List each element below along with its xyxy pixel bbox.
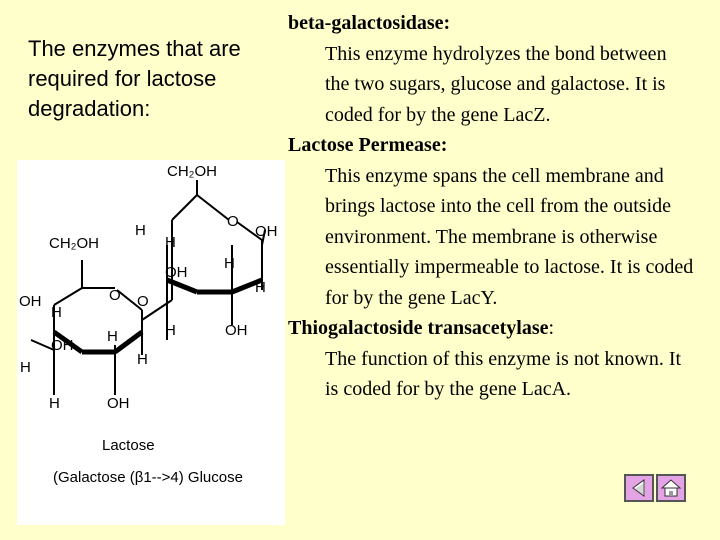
label-h: H [107, 328, 118, 345]
label-h: H [51, 304, 62, 321]
label-o-bridge: O [137, 293, 149, 310]
label-h: H [255, 279, 266, 296]
enzyme-description-beta-galactosidase: This enzyme hydrolyzes the bond between the two sugars, glucose and galactose. It is coded for by the gene LacZ. [325, 42, 667, 126]
title-line-3: degradation: [28, 96, 151, 121]
home-icon [660, 478, 682, 498]
label-oh: OH [255, 223, 278, 240]
label-oh: OH [51, 337, 74, 354]
back-button[interactable] [624, 474, 654, 502]
home-button[interactable] [656, 474, 686, 502]
label-oh: OH [19, 293, 42, 310]
label-h: H [137, 351, 148, 368]
label-ch2oh-top: CH₂OH [167, 163, 217, 180]
back-arrow-icon [628, 478, 650, 498]
bond [54, 288, 82, 305]
label-oh: OH [225, 322, 248, 339]
title-line-1: The enzymes that are [28, 36, 241, 61]
diagram-subcaption: (Galactose (β1-->4) Glucose [53, 469, 243, 486]
label-h: H [49, 395, 60, 412]
enzyme-description-transacetylase: The function of this enzyme is not known. It is coded for by the gene LacA. [325, 347, 682, 400]
label-h: H [135, 222, 146, 239]
enzyme-heading-beta-galactosidase: beta-galactosidase: [288, 12, 451, 34]
enzyme-name-suffix: : [548, 317, 555, 339]
slide-title [28, 34, 278, 124]
title-line-2: required for lactose [28, 66, 217, 91]
label-oh: OH [165, 264, 188, 281]
label-h: H [224, 255, 235, 272]
enzyme-heading-transacetylase [288, 313, 708, 344]
diagram-caption: Lactose [102, 437, 155, 454]
label-h: H [165, 234, 176, 251]
thick-bond [115, 332, 142, 352]
label-o-ring-left: O [109, 287, 121, 304]
bond [172, 195, 197, 220]
bond [197, 195, 229, 220]
enzyme-heading-lactose-permease: Lactose Permease: [288, 134, 448, 156]
enzyme-list [288, 8, 708, 405]
enzyme-description-lactose-permease: This enzyme spans the cell membrane and brings lactose into the cell from the outside environment. The membrane is otherwise essentially impermeable to lactose. It is coded for by the gene LacY. [325, 164, 694, 309]
enzyme-name-transacetylase: Thiogalactoside transacetylase [288, 317, 549, 339]
lactose-structure-diagram [17, 160, 285, 525]
label-oh: OH [107, 395, 130, 412]
label-ch2oh-left: CH₂OH [49, 235, 99, 252]
lactose-structure-svg [17, 160, 285, 525]
label-h: H [165, 322, 176, 339]
label-h: H [20, 359, 31, 376]
label-o-ring-right: O [227, 213, 239, 230]
